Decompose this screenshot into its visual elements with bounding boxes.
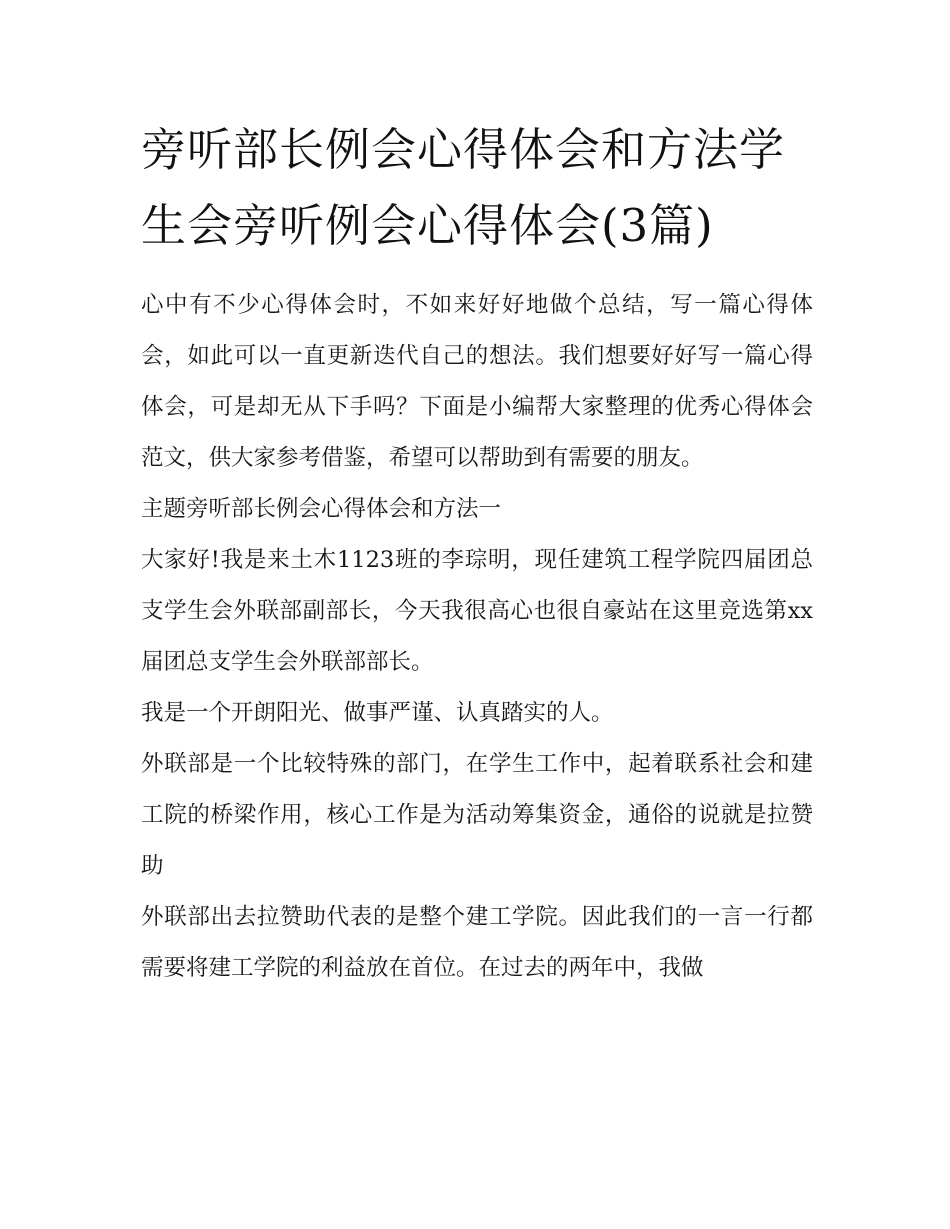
- body-paragraph: 外联部出去拉赞助代表的是整个建工学院。因此我们的一言一行都需要将建工学院的利益放在首位。在过去的两年中，我做: [141, 904, 813, 981]
- document-title: 旁听部长例会心得体会和方法学生会旁听例会心得体会(3篇): [141, 123, 786, 252]
- section-heading: 主题旁听部长例会心得体会和方法一: [141, 496, 502, 522]
- intro-paragraph: 心中有不少心得体会时，不如来好好地做个总结，写一篇心得体会，如此可以一直更新迭代自己的想法。我们想要好好写一篇心得体会，可是却无从下手吗？下面是小编帮大家整理的优秀心得体会范文，供大家参考借鉴，希望可以帮助到有需要的朋友。: [141, 292, 813, 471]
- body-paragraph: 大家好!我是来土木1123班的李琮明，现任建筑工程学院四届团总支学生会外联部副部长，今天我很高心也很自豪站在这里竞选第xx届团总支学生会外联部部长。: [141, 547, 813, 675]
- document-body: [141, 280, 813, 994]
- document-content: [141, 112, 813, 994]
- body-paragraph: 外联部是一个比较特殊的部门，在学生工作中，起着联系社会和建工院的桥梁作用，核心工作是为活动筹集资金，通俗的说就是拉赞助: [141, 751, 813, 879]
- body-paragraph: 我是一个开朗阳光、做事严谨、认真踏实的人。: [141, 700, 614, 726]
